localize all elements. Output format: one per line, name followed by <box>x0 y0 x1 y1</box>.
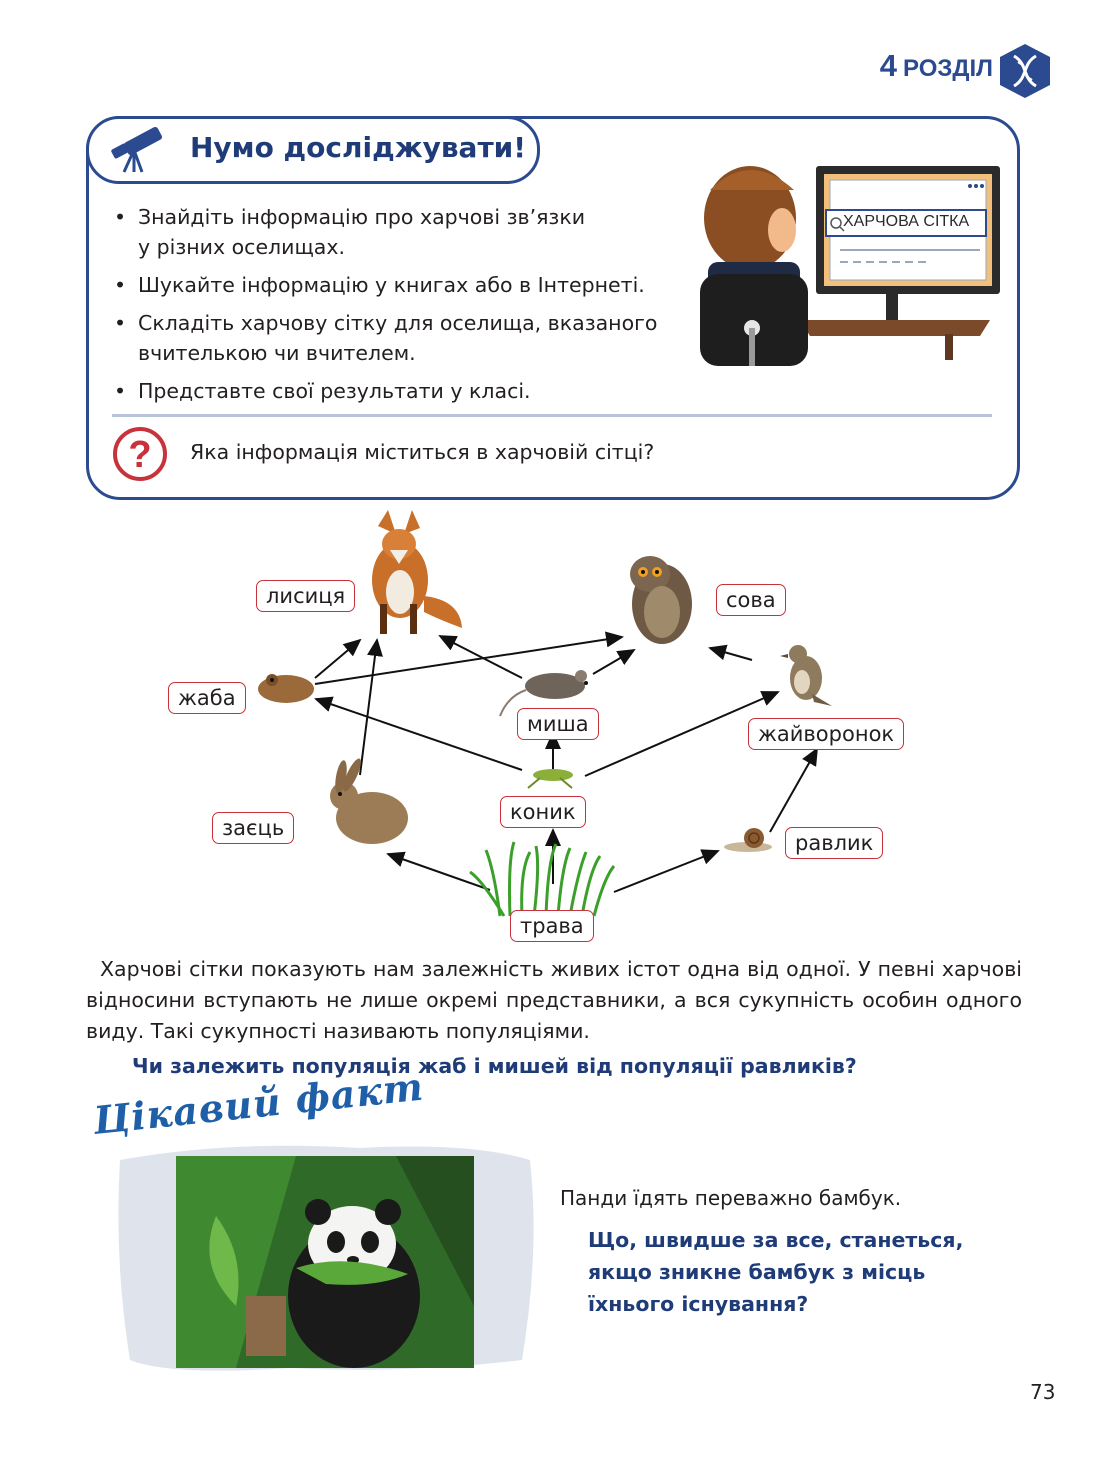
bullet-item: • Представте свої результати у класі. <box>112 376 702 406</box>
chapter-number: 4 <box>879 48 897 83</box>
snail-illustration <box>724 828 772 852</box>
label-lark: жайворонок <box>748 718 904 750</box>
hare-illustration <box>330 757 408 844</box>
body-paragraph: Харчові сітки показують нам залежність живих істот одна від одної. У певні харчові відносини вступають не лише окремі представники, а вся сукупність особин одного виду. Такі сукупності називають популяціями. <box>86 957 1022 1043</box>
bullet-item: • Знайдіть інформацію про харчові зв’язки у різних оселищах. <box>112 202 702 262</box>
label-mouse: миша <box>517 708 599 740</box>
label-owl: сова <box>716 584 786 616</box>
chapter-heading <box>880 48 993 84</box>
label-hare: заєць <box>212 812 294 844</box>
grasshopper-illustration <box>528 769 573 788</box>
chapter-word: РОЗДІЛ <box>903 55 993 82</box>
label-frog: жаба <box>168 682 246 714</box>
fact-text: Панди їдять переважно бамбук. <box>560 1186 902 1210</box>
label-snail: равлик <box>785 827 883 859</box>
research-question: Яка інформація міститься в харчовій сітці? <box>190 440 655 464</box>
boy-at-computer-illustration <box>690 150 1010 370</box>
telescope-icon <box>106 120 168 174</box>
fact-question: Що, швидше за все, станеться, якщо зникне бамбук з місць їхнього існування? <box>588 1228 964 1316</box>
frog-illustration <box>258 674 314 703</box>
research-title: Нумо досліджувати! <box>190 131 527 164</box>
fact-title: Цікавий факт <box>91 1063 426 1143</box>
screen-search-text: ХАРЧОВА СІТКА <box>843 213 970 230</box>
research-bullet-list <box>112 202 702 414</box>
divider <box>112 414 992 417</box>
grass-illustration <box>470 842 614 916</box>
bullet-item: • Складіть харчову сітку для оселища, вказаного вчителькою чи вчителем. <box>112 308 702 368</box>
question-mark-icon <box>112 426 168 482</box>
label-grasshopper: коник <box>500 796 586 828</box>
fox-illustration <box>372 510 462 634</box>
bullet-item: • Шукайте інформацію у книгах або в Інтернеті. <box>112 270 702 300</box>
lark-illustration <box>780 645 832 706</box>
panda-photo <box>176 1156 474 1368</box>
label-fox: лисиця <box>256 580 355 612</box>
label-grass: трава <box>510 910 594 942</box>
dna-hexagon-icon <box>998 42 1052 100</box>
owl-illustration <box>630 556 692 644</box>
svg-text:?: ? <box>128 434 152 476</box>
body-question: Чи залежить популяція жаб і мишей від популяції равликів? <box>132 1054 857 1078</box>
page-number: 73 <box>1030 1380 1056 1404</box>
